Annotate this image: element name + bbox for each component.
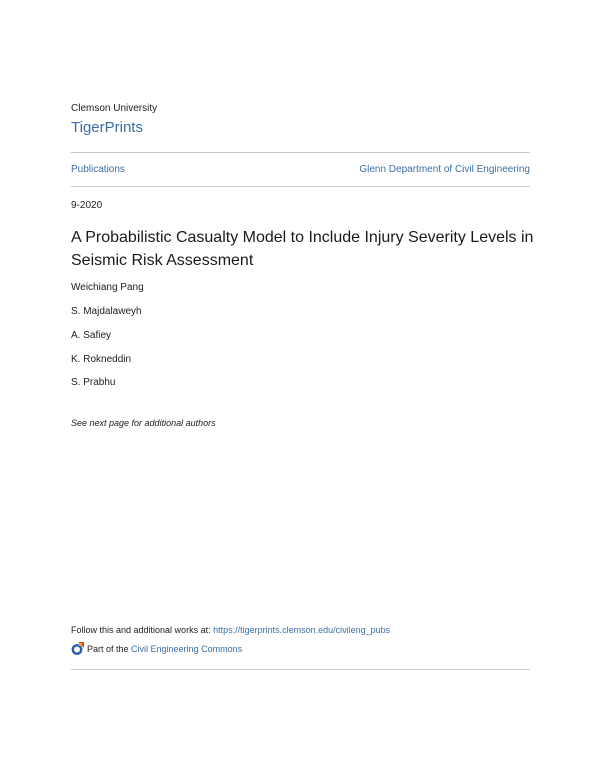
part-of-line	[71, 642, 242, 655]
department-link[interactable]: Glenn Department of Civil Engineering	[359, 164, 530, 175]
follow-text: Follow this and additional works at:	[71, 625, 214, 635]
divider	[71, 669, 530, 670]
publications-link[interactable]: Publications	[71, 164, 125, 175]
author: S. Prabhu	[71, 377, 116, 388]
author: K. Rokneddin	[71, 354, 132, 365]
document-title	[71, 226, 533, 272]
repository-link[interactable]: TigerPrints	[71, 119, 143, 136]
follow-line	[71, 625, 390, 635]
network-commons-icon	[71, 642, 84, 655]
title-line: Seismic Risk Assessment	[71, 252, 254, 269]
title-line: A Probabilistic Casualty Model to Include Injury Severity Levels in	[71, 229, 534, 246]
part-of-text: Part of the	[87, 643, 132, 654]
collection-url-link[interactable]: https://tigerprints.clemson.edu/civileng_pubs	[213, 625, 391, 635]
author: S. Majdalaweyh	[71, 306, 142, 317]
author: A. Safiey	[71, 330, 112, 341]
commons-link[interactable]: Civil Engineering Commons	[131, 643, 243, 654]
divider	[71, 152, 530, 153]
author: Weichiang Pang	[71, 282, 144, 293]
additional-authors-note: See next page for additional authors	[71, 418, 216, 428]
institution-name: Clemson University	[71, 103, 158, 114]
publication-date: 9-2020	[71, 200, 103, 211]
divider	[71, 186, 530, 187]
